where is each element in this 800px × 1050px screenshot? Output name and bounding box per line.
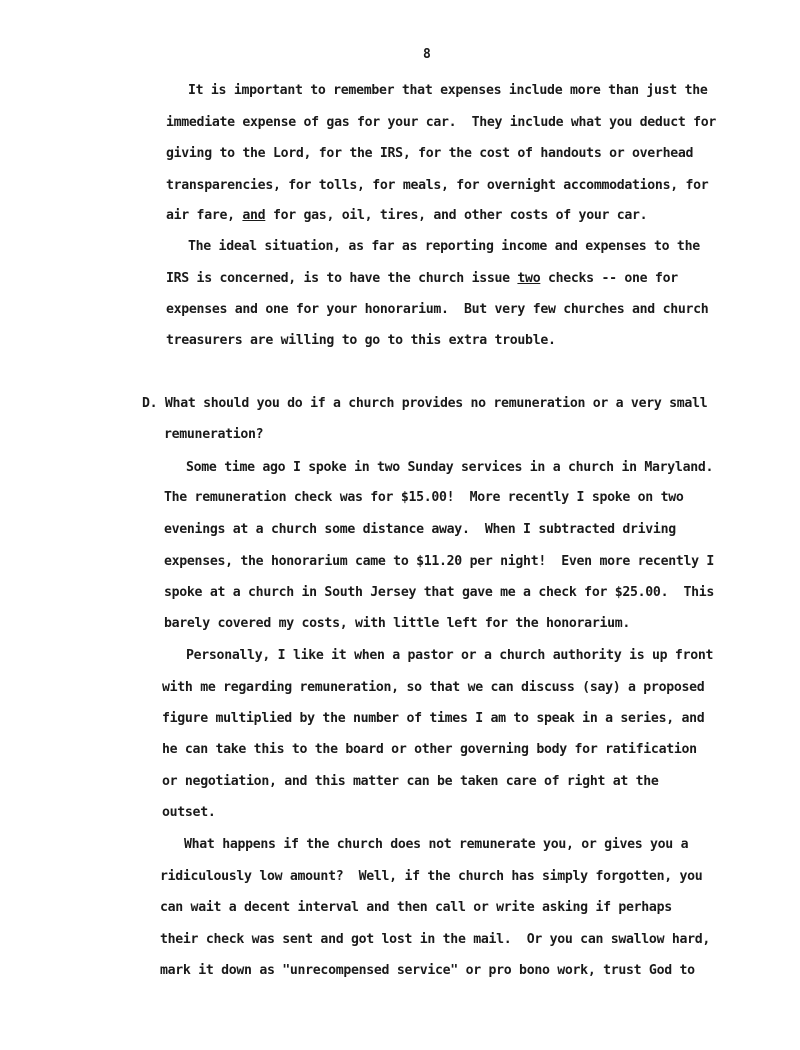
- text-segment: Some time ago I spoke in two Sunday services in a church in Maryland.: [186, 460, 714, 475]
- text-segment: IRS is concerned, is to have the church issue: [166, 271, 518, 286]
- text-segment: What happens if the church does not remunerate you, or gives you a: [184, 837, 689, 852]
- text-line: [162, 806, 215, 819]
- text-segment: he can take this to the board or other governing body for ratification: [162, 742, 697, 757]
- text-line: [164, 523, 676, 536]
- text-segment: The ideal situation, as far as reporting income and expenses to the: [188, 239, 700, 254]
- text-line: [188, 84, 708, 97]
- text-line: [166, 272, 678, 285]
- text-segment: their check was sent and got lost in the mail. Or you can swallow hard,: [160, 932, 711, 947]
- text-segment: air fare,: [166, 208, 243, 223]
- text-segment: The remuneration check was for $15.00! More recently I spoke on two: [164, 490, 684, 505]
- text-segment: can wait a decent interval and then call or write asking if perhaps: [160, 900, 672, 915]
- text-line: [164, 555, 714, 568]
- text-line: [164, 586, 714, 599]
- text-line: [166, 179, 708, 192]
- text-line: [186, 461, 713, 474]
- text-segment: figure multiplied by the number of times I am to speak in a series, and: [162, 711, 705, 726]
- text-segment: Personally, I like it when a pastor or a church authority is up front: [186, 648, 714, 663]
- text-segment: expenses and one for your honorarium. But very few churches and church: [166, 302, 709, 317]
- text-line: [166, 303, 708, 316]
- text-segment: It is important to remember that expenses include more than just the: [188, 83, 708, 98]
- text-segment: ridiculously low amount? Well, if the church has simply forgotten, you: [160, 869, 703, 884]
- text-segment: for gas, oil, tires, and other costs of your car.: [265, 208, 648, 223]
- text-segment: spoke at a church in South Jersey that gave me a check for $25.00. This: [164, 585, 715, 600]
- text-segment: checks -- one for: [540, 271, 678, 286]
- text-line: [160, 901, 672, 914]
- text-segment: D. What should you do if a church provides no remuneration or a very small: [142, 396, 708, 411]
- text-segment: mark it down as "unrecompensed service" or pro bono work, trust God to: [160, 963, 695, 978]
- underlined-word: two: [517, 271, 541, 286]
- text-segment: with me regarding remuneration, so that we can discuss (say) a proposed: [162, 680, 705, 695]
- text-segment: barely covered my costs, with little left for the honorarium.: [164, 616, 631, 631]
- text-segment: transparencies, for tolls, for meals, for overnight accommodations, for: [166, 178, 709, 193]
- text-line: [164, 491, 684, 504]
- text-segment: evenings at a church some distance away. When I subtracted driving: [164, 522, 676, 537]
- underlined-word: and: [242, 208, 266, 223]
- text-line: [162, 712, 704, 725]
- text-line: [164, 428, 263, 441]
- text-line: [164, 617, 630, 630]
- text-line: [160, 964, 695, 977]
- text-segment: outset.: [162, 805, 216, 820]
- text-line: [142, 397, 707, 410]
- text-line: [166, 116, 716, 129]
- text-line: [186, 649, 713, 662]
- text-line: [160, 870, 702, 883]
- text-segment: treasurers are willing to go to this extra trouble.: [166, 333, 556, 348]
- text-segment: remuneration?: [164, 427, 264, 442]
- text-line: [162, 743, 697, 756]
- text-line: [184, 838, 688, 851]
- text-line: [160, 933, 710, 946]
- text-line: [166, 209, 647, 222]
- text-segment: immediate expense of gas for your car. They include what you deduct for: [166, 115, 717, 130]
- text-line: [166, 334, 556, 347]
- text-segment: expenses, the honorarium came to $11.20 per night! Even more recently I: [164, 554, 715, 569]
- text-segment: giving to the Lord, for the IRS, for the cost of handouts or overhead: [166, 146, 694, 161]
- text-line: [162, 681, 704, 694]
- page-number: 8: [423, 47, 431, 62]
- text-line: [188, 240, 700, 253]
- text-segment: or negotiation, and this matter can be taken care of right at the: [162, 774, 659, 789]
- text-line: [162, 775, 659, 788]
- text-line: [166, 147, 693, 160]
